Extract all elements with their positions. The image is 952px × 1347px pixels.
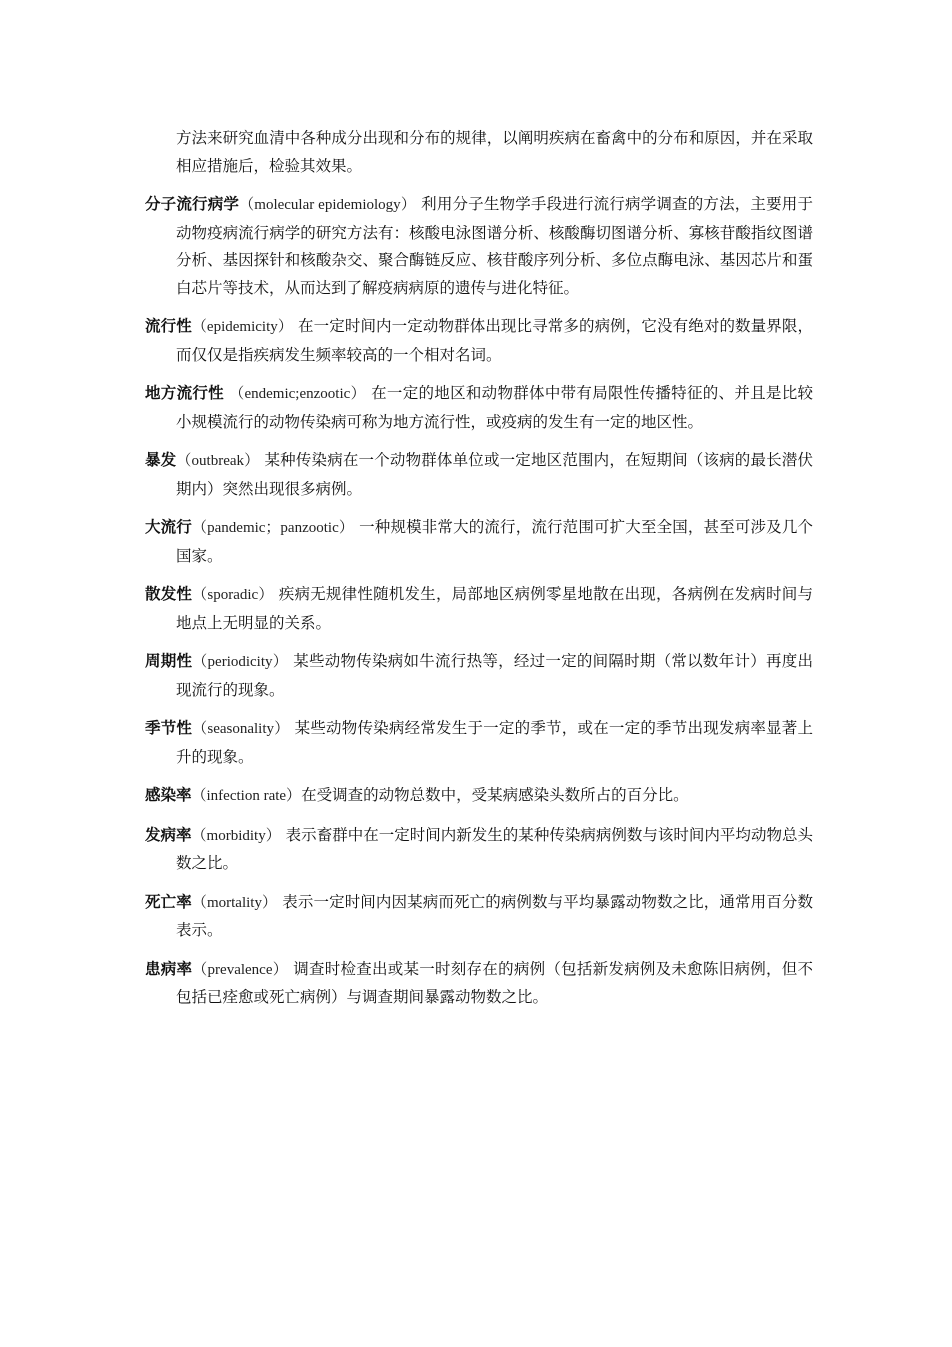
entry-definition: 某种传染病在一个动物群体单位或一定地区范围内，在短期间（该病的最长潜伏期内）突然出现很多病例。 — [176, 451, 813, 498]
entry-definition: 在一定时间内一定动物群体出现比寻常多的病例，它没有绝对的数量界限，而仅仅是指疾病发生频率较高的一个相对名词。 — [176, 317, 813, 364]
entry-term: 季节性 — [145, 719, 193, 737]
entry-term: 地方流行性 — [145, 384, 224, 402]
intro-text: 方法来研究血清中各种成分出现和分布的规律，以阐明疾病在畜禽中的分布和原因，并在采取相应措施后，检验其效果。 — [176, 129, 813, 175]
glossary-entry-epidemicity — [145, 313, 813, 369]
entry-english: （seasonality） — [192, 721, 290, 737]
entry-term: 流行性 — [145, 317, 192, 335]
entry-definition: 表示畜群中在一定时间内新发生的某种传染病病例数与该时间内平均动物总头数之比。 — [176, 825, 813, 872]
intro-paragraph — [145, 125, 813, 180]
glossary-entry-outbreak — [145, 447, 813, 503]
entry-english: （pandemic；panzootic） — [191, 520, 355, 536]
entry-definition: 利用分子生物学手段进行流行病学调查的方法，主要用于动物疫病流行病学的研究方法有：核酸电泳图谱分析、核酸酶切图谱分析、寡核苷酸指纹图谱分析、基因探针和核酸杂交、聚合酶链反应、核苷酸序列分析、多位点酶电泳、基因芯片和蛋白芯片等技术，从而达到了解疫病病原的遗传与进化特征。 — [176, 195, 813, 297]
entry-english: （sporadic） — [192, 587, 274, 603]
entry-english: （infection rate） — [191, 788, 302, 804]
entry-english: （periodicity） — [192, 654, 289, 670]
entry-definition: 一种规模非常大的流行，流行范围可扩大至全国，甚至可涉及几个国家。 — [176, 518, 813, 565]
entry-english: （morbidity） — [191, 827, 281, 844]
glossary-entry-prevalence — [145, 956, 813, 1012]
entry-definition: 某些动物传染病如牛流行热等，经过一定的间隔时期（常以数年计）再度出现流行的现象。 — [176, 652, 813, 699]
entry-english: （mortality） — [191, 894, 278, 911]
entry-term: 感染率 — [145, 786, 192, 804]
entry-definition: 表示一定时间内因某病而死亡的病例数与平均暴露动物数之比，通常用百分数表示。 — [176, 892, 813, 939]
glossary-entry-sporadic — [145, 581, 813, 637]
entry-term: 分子流行病学 — [145, 195, 240, 213]
entry-definition: 在一定的地区和动物群体中带有局限性传播特征的、并且是比较小规模流行的动物传染病可称为地方流行性，或疫病的发生有一定的地区性。 — [176, 384, 813, 431]
glossary-entry-pandemic — [145, 514, 813, 570]
glossary-entry-periodicity — [145, 648, 813, 704]
entry-english: （endemic;enzootic） — [229, 386, 366, 402]
glossary-entry-molecular-epidemiology — [145, 191, 813, 302]
entry-term: 暴发 — [145, 451, 177, 469]
entry-english: （prevalence） — [192, 961, 289, 978]
entry-english: （molecular epidemiology） — [239, 197, 417, 213]
entry-term: 患病率 — [145, 959, 193, 978]
entry-term: 发病率 — [145, 825, 192, 844]
glossary-entry-morbidity — [145, 822, 813, 878]
entry-definition: 某些动物传染病经常发生于一定的季节，或在一定的季节出现发病率显著上升的现象。 — [176, 719, 813, 766]
entry-definition: 在受调查的动物总数中，受某病感染头数所占的百分比。 — [301, 786, 689, 804]
glossary-entry-endemic — [145, 380, 813, 436]
glossary-body — [145, 125, 813, 1023]
entry-english: （outbreak） — [176, 453, 260, 469]
entry-english: （epidemicity） — [191, 319, 293, 335]
glossary-entry-seasonality — [145, 715, 813, 771]
glossary-entry-mortality — [145, 889, 813, 945]
entry-definition: 调查时检查出或某一时刻存在的病例（包括新发病例及未愈陈旧病例，但不包括已痊愈或死亡病例）与调查期间暴露动物数之比。 — [176, 959, 813, 1006]
entry-term: 散发性 — [145, 585, 193, 603]
entry-term: 大流行 — [145, 518, 192, 536]
entry-term: 周期性 — [145, 652, 193, 670]
entry-definition: 疾病无规律性随机发生，局部地区病例零星地散在出现，各病例在发病时间与地点上无明显的关系。 — [176, 585, 813, 632]
glossary-entry-infection-rate — [145, 782, 813, 811]
entry-term: 死亡率 — [145, 892, 192, 911]
